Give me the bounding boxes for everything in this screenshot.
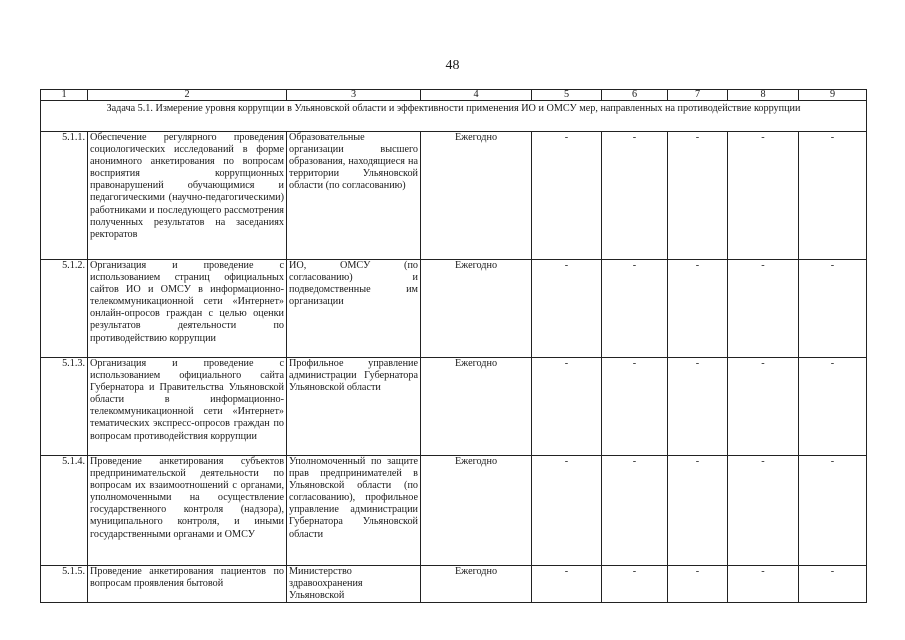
funding-cell: - <box>602 566 668 603</box>
funding-cell: - <box>668 358 728 456</box>
column-number: 3 <box>287 90 421 101</box>
funding-cell: - <box>728 260 799 358</box>
column-number: 7 <box>668 90 728 101</box>
funding-cell: - <box>532 358 602 456</box>
measure-text: Проведение анкетирования субъектов предпринимательской деятельности по вопросам их взаимоотношений с органами, уполномоченными на осуществление государственного контроля (надзора), муниципального контроля, и иными государственными органами и ОМСУ <box>88 456 287 566</box>
funding-cell: - <box>799 566 867 603</box>
funding-cell: - <box>799 358 867 456</box>
task-header-row <box>41 101 867 132</box>
funding-cell: - <box>602 358 668 456</box>
row-number: 5.1.3. <box>41 358 88 456</box>
funding-cell: - <box>532 456 602 566</box>
executor-text: Профильное управление администрации Губернатора Ульяновской области <box>287 358 421 456</box>
funding-cell: - <box>799 260 867 358</box>
period-text: Ежегодно <box>421 132 532 260</box>
measure-text: Проведение анкетирования пациентов по вопросам проявления бытовой <box>88 566 287 603</box>
column-number: 8 <box>728 90 799 101</box>
funding-cell: - <box>532 566 602 603</box>
measure-text: Организация и проведение с использованием страниц официальных сайтов ИО и ОМСУ в информационно-телекоммуникационной сети «Интернет» онлайн-опросов граждан с целью оценки результатов деятельности по противодействию коррупции <box>88 260 287 358</box>
column-number: 9 <box>799 90 867 101</box>
row-number: 5.1.2. <box>41 260 88 358</box>
measures-table <box>40 89 867 603</box>
page-number: 48 <box>445 58 460 73</box>
funding-cell: - <box>602 456 668 566</box>
table-row <box>41 456 867 566</box>
funding-cell: - <box>728 358 799 456</box>
funding-cell: - <box>799 456 867 566</box>
executor-text: Уполномоченный по защите прав предпринимателей в Ульяновской области (по согласованию), профильное управление администрации Губернатора Ульяновской области <box>287 456 421 566</box>
funding-cell: - <box>602 260 668 358</box>
executor-text: ИО, ОМСУ (по согласованию) и подведомственные им организации <box>287 260 421 358</box>
executor-text: Образовательные организации высшего образования, находящиеся на территории Ульяновской области (по согласованию) <box>287 132 421 260</box>
column-number: 4 <box>421 90 532 101</box>
funding-cell: - <box>728 566 799 603</box>
executor-text: Министерство здравоохранения Ульяновской <box>287 566 421 603</box>
funding-cell: - <box>668 566 728 603</box>
funding-cell: - <box>668 132 728 260</box>
period-text: Ежегодно <box>421 260 532 358</box>
column-number: 6 <box>602 90 668 101</box>
column-number: 5 <box>532 90 602 101</box>
row-number: 5.1.1. <box>41 132 88 260</box>
row-number: 5.1.5. <box>41 566 88 603</box>
funding-cell: - <box>668 260 728 358</box>
funding-cell: - <box>799 132 867 260</box>
funding-cell: - <box>602 132 668 260</box>
funding-cell: - <box>728 132 799 260</box>
table-row <box>41 260 867 358</box>
task-title: Задача 5.1. Измерение уровня коррупции в Ульяновской области и эффективности применения ИО и ОМСУ мер, направленных на противодействие коррупции <box>41 101 867 132</box>
column-number: 1 <box>41 90 88 101</box>
table-row <box>41 132 867 260</box>
period-text: Ежегодно <box>421 456 532 566</box>
table-row <box>41 358 867 456</box>
funding-cell: - <box>668 456 728 566</box>
period-text: Ежегодно <box>421 566 532 603</box>
funding-cell: - <box>728 456 799 566</box>
table-row <box>41 566 867 603</box>
measure-text: Организация и проведение с использованием официального сайта Губернатора и Правительства Ульяновской области в информационно-телекоммуникационной сети «Интернет» тематических экспресс-опросов граждан по вопросам противодействия коррупции <box>88 358 287 456</box>
column-numbers-row <box>41 90 867 101</box>
funding-cell: - <box>532 260 602 358</box>
measure-text: Обеспечение регулярного проведения социологических исследований в форме анонимного анкетирования по вопросам восприятия коррупционных правонарушений обучающимися и педагогическими (научно-педагогическими) работниками и последующего рассмотрения полученных результатов на заседаниях ректоратов <box>88 132 287 260</box>
row-number: 5.1.4. <box>41 456 88 566</box>
column-number: 2 <box>88 90 287 101</box>
period-text: Ежегодно <box>421 358 532 456</box>
funding-cell: - <box>532 132 602 260</box>
